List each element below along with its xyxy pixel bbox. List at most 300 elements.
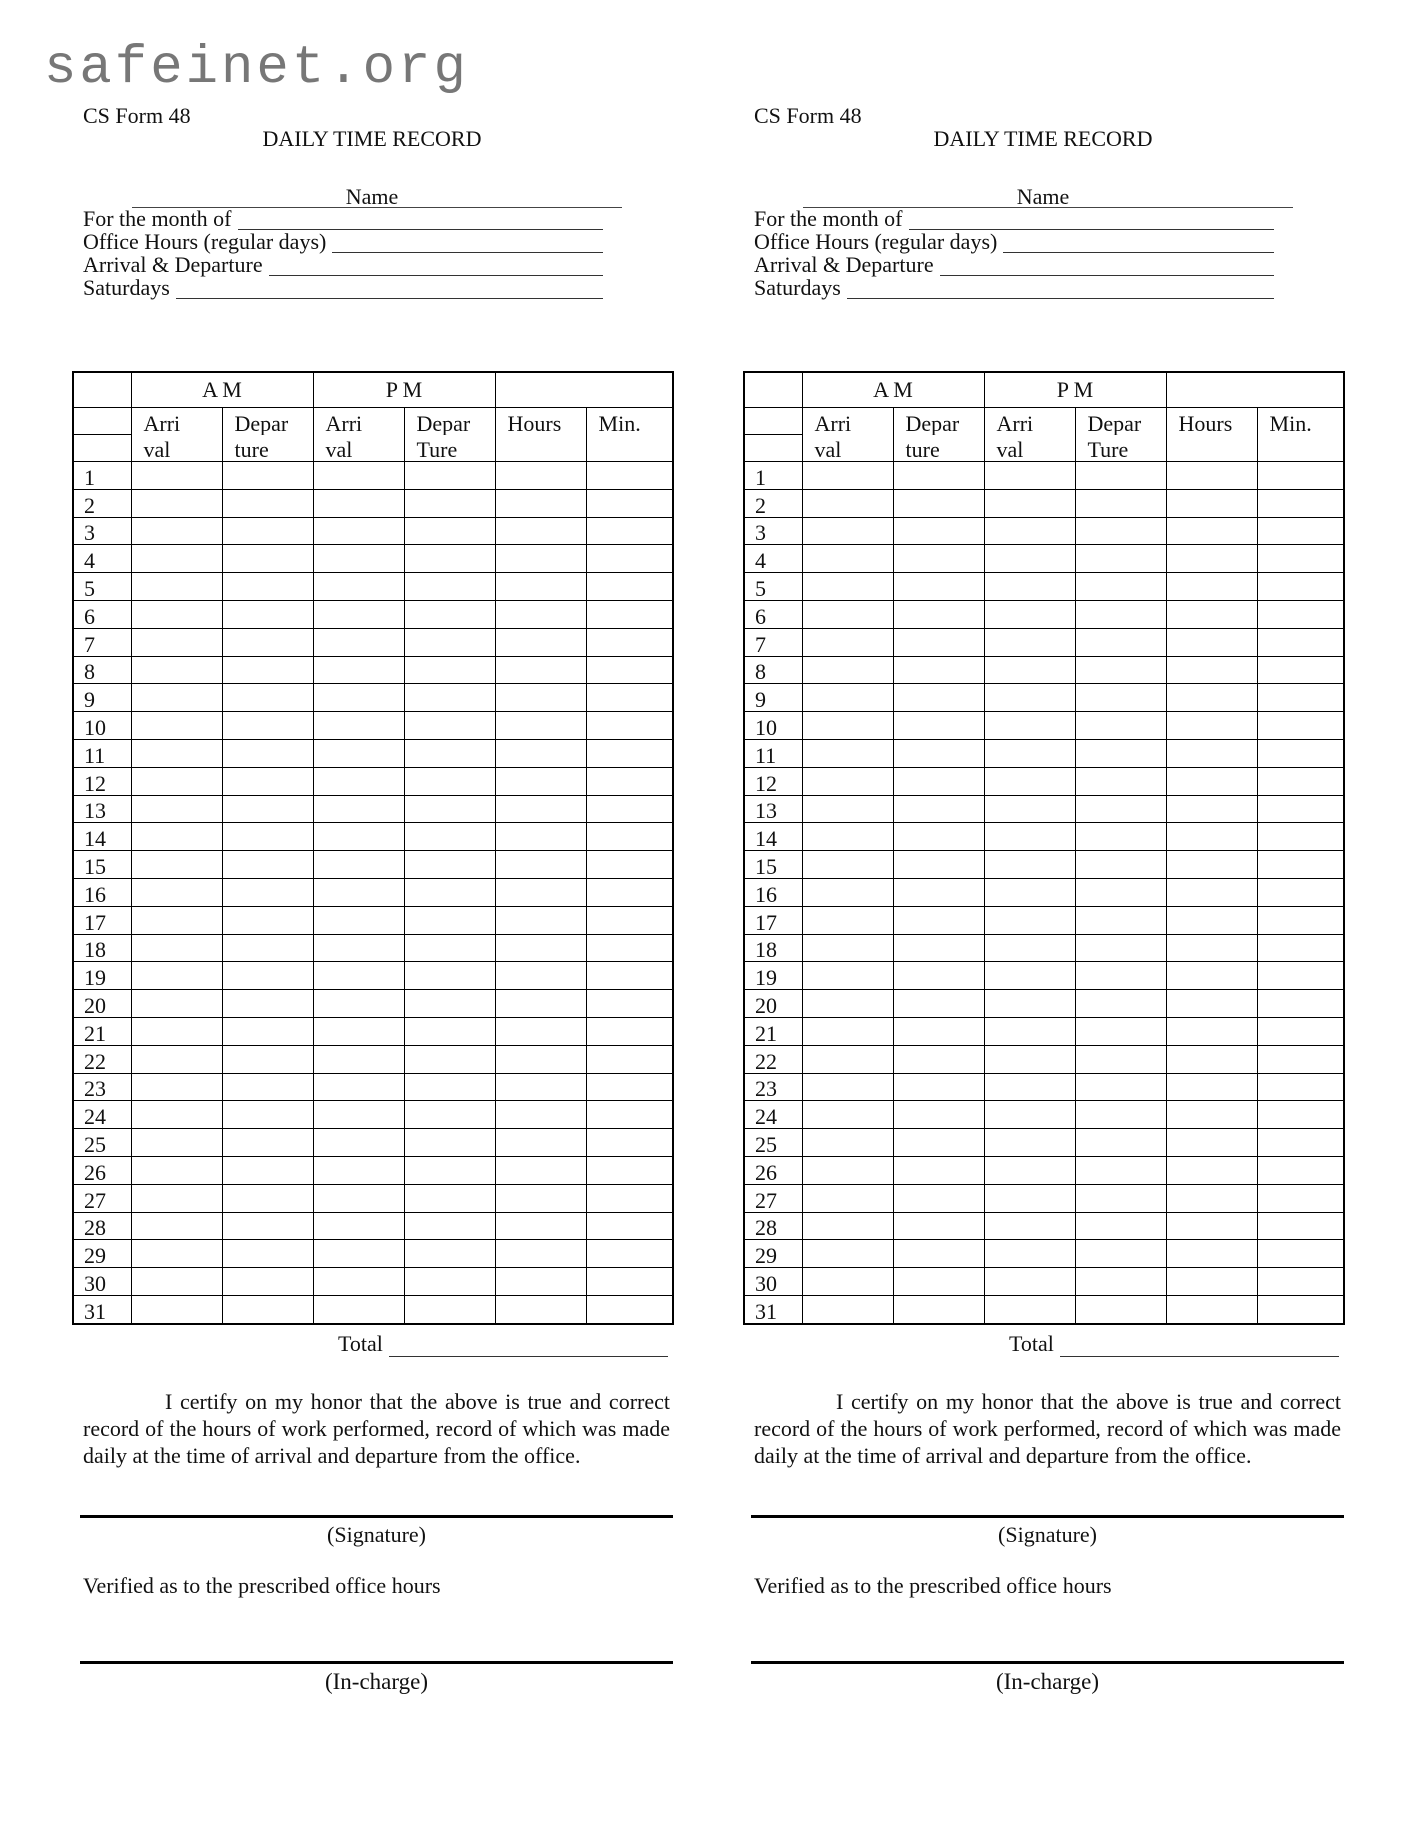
hours-cell[interactable] — [495, 851, 586, 879]
pm-arrival-cell[interactable] — [313, 878, 404, 906]
min-cell[interactable] — [1257, 573, 1344, 601]
hours-cell[interactable] — [495, 1045, 586, 1073]
min-cell[interactable] — [1257, 1129, 1344, 1157]
pm-departure-cell[interactable] — [404, 462, 495, 490]
pm-arrival-cell[interactable] — [313, 517, 404, 545]
am-departure-cell[interactable] — [222, 573, 313, 601]
pm-arrival-cell[interactable] — [313, 934, 404, 962]
am-arrival-cell[interactable] — [802, 545, 893, 573]
am-arrival-cell[interactable] — [131, 1045, 222, 1073]
hours-cell[interactable] — [1166, 739, 1257, 767]
am-departure-cell[interactable] — [893, 1101, 984, 1129]
pm-departure-cell[interactable] — [1075, 1212, 1166, 1240]
hours-cell[interactable] — [495, 600, 586, 628]
am-departure-cell[interactable] — [222, 1129, 313, 1157]
pm-arrival-cell[interactable] — [984, 1184, 1075, 1212]
pm-departure-cell[interactable] — [404, 517, 495, 545]
am-arrival-cell[interactable] — [802, 1184, 893, 1212]
pm-departure-cell[interactable] — [404, 878, 495, 906]
pm-arrival-cell[interactable] — [313, 462, 404, 490]
min-cell[interactable] — [1257, 739, 1344, 767]
am-departure-cell[interactable] — [222, 628, 313, 656]
pm-departure-cell[interactable] — [1075, 628, 1166, 656]
am-departure-cell[interactable] — [893, 684, 984, 712]
am-arrival-cell[interactable] — [131, 962, 222, 990]
min-cell[interactable] — [586, 573, 673, 601]
pm-arrival-cell[interactable] — [984, 795, 1075, 823]
am-departure-cell[interactable] — [893, 573, 984, 601]
am-departure-cell[interactable] — [893, 906, 984, 934]
pm-departure-cell[interactable] — [404, 795, 495, 823]
am-departure-cell[interactable] — [893, 628, 984, 656]
min-cell[interactable] — [1257, 1268, 1344, 1296]
am-arrival-cell[interactable] — [802, 628, 893, 656]
am-departure-cell[interactable] — [222, 878, 313, 906]
min-cell[interactable] — [586, 1240, 673, 1268]
min-cell[interactable] — [1257, 628, 1344, 656]
in-charge-line[interactable] — [80, 1661, 673, 1664]
pm-arrival-cell[interactable] — [984, 462, 1075, 490]
pm-arrival-cell[interactable] — [984, 962, 1075, 990]
hours-cell[interactable] — [495, 489, 586, 517]
saturdays-field[interactable] — [754, 277, 1274, 299]
pm-arrival-cell[interactable] — [313, 851, 404, 879]
hours-cell[interactable] — [495, 1073, 586, 1101]
am-arrival-cell[interactable] — [131, 1156, 222, 1184]
am-arrival-cell[interactable] — [802, 1212, 893, 1240]
pm-departure-cell[interactable] — [1075, 990, 1166, 1018]
am-arrival-cell[interactable] — [131, 656, 222, 684]
am-departure-cell[interactable] — [893, 1184, 984, 1212]
pm-arrival-cell[interactable] — [984, 1129, 1075, 1157]
month-line[interactable] — [909, 209, 1275, 230]
hours-cell[interactable] — [1166, 545, 1257, 573]
pm-arrival-cell[interactable] — [984, 1240, 1075, 1268]
min-cell[interactable] — [1257, 1156, 1344, 1184]
min-cell[interactable] — [1257, 600, 1344, 628]
am-departure-cell[interactable] — [222, 990, 313, 1018]
hours-cell[interactable] — [495, 712, 586, 740]
min-cell[interactable] — [586, 990, 673, 1018]
min-cell[interactable] — [586, 1268, 673, 1296]
pm-departure-cell[interactable] — [1075, 739, 1166, 767]
pm-departure-cell[interactable] — [404, 1101, 495, 1129]
hours-cell[interactable] — [495, 1129, 586, 1157]
am-arrival-cell[interactable] — [802, 517, 893, 545]
pm-departure-cell[interactable] — [404, 628, 495, 656]
min-cell[interactable] — [586, 1156, 673, 1184]
hours-cell[interactable] — [495, 1156, 586, 1184]
am-arrival-cell[interactable] — [131, 878, 222, 906]
hours-cell[interactable] — [1166, 517, 1257, 545]
pm-departure-cell[interactable] — [1075, 1073, 1166, 1101]
am-arrival-cell[interactable] — [802, 656, 893, 684]
saturdays-line[interactable] — [847, 278, 1274, 299]
pm-departure-cell[interactable] — [404, 1268, 495, 1296]
min-cell[interactable] — [586, 545, 673, 573]
pm-arrival-cell[interactable] — [313, 767, 404, 795]
min-cell[interactable] — [1257, 1184, 1344, 1212]
pm-arrival-cell[interactable] — [984, 1295, 1075, 1323]
hours-cell[interactable] — [1166, 684, 1257, 712]
am-arrival-cell[interactable] — [131, 489, 222, 517]
hours-cell[interactable] — [495, 1240, 586, 1268]
pm-departure-cell[interactable] — [1075, 767, 1166, 795]
office-hours-line[interactable] — [332, 232, 603, 253]
min-cell[interactable] — [1257, 1045, 1344, 1073]
hours-cell[interactable] — [495, 1212, 586, 1240]
min-cell[interactable] — [586, 962, 673, 990]
pm-arrival-cell[interactable] — [313, 1268, 404, 1296]
pm-departure-cell[interactable] — [1075, 934, 1166, 962]
min-cell[interactable] — [1257, 962, 1344, 990]
am-arrival-cell[interactable] — [802, 795, 893, 823]
pm-departure-cell[interactable] — [1075, 489, 1166, 517]
hours-cell[interactable] — [495, 462, 586, 490]
am-arrival-cell[interactable] — [131, 1073, 222, 1101]
min-cell[interactable] — [1257, 517, 1344, 545]
am-departure-cell[interactable] — [222, 517, 313, 545]
min-cell[interactable] — [586, 934, 673, 962]
hours-cell[interactable] — [1166, 851, 1257, 879]
hours-cell[interactable] — [495, 628, 586, 656]
pm-departure-cell[interactable] — [404, 684, 495, 712]
hours-cell[interactable] — [1166, 1240, 1257, 1268]
pm-arrival-cell[interactable] — [313, 1045, 404, 1073]
pm-departure-cell[interactable] — [404, 1073, 495, 1101]
min-cell[interactable] — [586, 1073, 673, 1101]
am-arrival-cell[interactable] — [802, 1045, 893, 1073]
am-departure-cell[interactable] — [893, 851, 984, 879]
pm-arrival-cell[interactable] — [984, 628, 1075, 656]
min-cell[interactable] — [586, 712, 673, 740]
hours-cell[interactable] — [495, 878, 586, 906]
pm-departure-cell[interactable] — [1075, 1129, 1166, 1157]
pm-arrival-cell[interactable] — [313, 712, 404, 740]
hours-cell[interactable] — [1166, 1101, 1257, 1129]
am-arrival-cell[interactable] — [131, 573, 222, 601]
am-arrival-cell[interactable] — [131, 906, 222, 934]
am-arrival-cell[interactable] — [802, 739, 893, 767]
pm-arrival-cell[interactable] — [313, 739, 404, 767]
pm-arrival-cell[interactable] — [984, 851, 1075, 879]
pm-arrival-cell[interactable] — [984, 684, 1075, 712]
am-arrival-cell[interactable] — [802, 962, 893, 990]
am-departure-cell[interactable] — [893, 656, 984, 684]
am-arrival-cell[interactable] — [802, 906, 893, 934]
am-arrival-cell[interactable] — [131, 1184, 222, 1212]
am-departure-cell[interactable] — [222, 962, 313, 990]
am-departure-cell[interactable] — [893, 1212, 984, 1240]
am-arrival-cell[interactable] — [131, 1240, 222, 1268]
pm-departure-cell[interactable] — [1075, 851, 1166, 879]
am-arrival-cell[interactable] — [131, 767, 222, 795]
am-arrival-cell[interactable] — [131, 795, 222, 823]
am-departure-cell[interactable] — [893, 1017, 984, 1045]
am-arrival-cell[interactable] — [131, 851, 222, 879]
total-line[interactable] — [389, 1336, 668, 1357]
hours-cell[interactable] — [495, 545, 586, 573]
am-arrival-cell[interactable] — [131, 628, 222, 656]
hours-cell[interactable] — [495, 1268, 586, 1296]
am-arrival-cell[interactable] — [802, 684, 893, 712]
min-cell[interactable] — [1257, 990, 1344, 1018]
total-line[interactable] — [1060, 1336, 1339, 1357]
pm-departure-cell[interactable] — [1075, 1156, 1166, 1184]
am-arrival-cell[interactable] — [131, 712, 222, 740]
min-cell[interactable] — [1257, 1073, 1344, 1101]
am-arrival-cell[interactable] — [131, 1129, 222, 1157]
am-departure-cell[interactable] — [222, 1156, 313, 1184]
am-arrival-cell[interactable] — [131, 600, 222, 628]
hours-cell[interactable] — [495, 656, 586, 684]
pm-departure-cell[interactable] — [404, 1017, 495, 1045]
am-departure-cell[interactable] — [222, 1073, 313, 1101]
am-arrival-cell[interactable] — [131, 739, 222, 767]
month-line[interactable] — [238, 209, 604, 230]
pm-departure-cell[interactable] — [404, 1045, 495, 1073]
min-cell[interactable] — [1257, 545, 1344, 573]
min-cell[interactable] — [586, 767, 673, 795]
am-departure-cell[interactable] — [222, 795, 313, 823]
hours-cell[interactable] — [495, 739, 586, 767]
hours-cell[interactable] — [1166, 628, 1257, 656]
pm-departure-cell[interactable] — [404, 1295, 495, 1323]
pm-departure-cell[interactable] — [1075, 1017, 1166, 1045]
pm-departure-cell[interactable] — [404, 1240, 495, 1268]
min-cell[interactable] — [1257, 906, 1344, 934]
am-departure-cell[interactable] — [893, 934, 984, 962]
pm-arrival-cell[interactable] — [313, 1184, 404, 1212]
min-cell[interactable] — [586, 1212, 673, 1240]
am-arrival-cell[interactable] — [802, 462, 893, 490]
hours-cell[interactable] — [495, 823, 586, 851]
pm-arrival-cell[interactable] — [313, 1240, 404, 1268]
min-cell[interactable] — [1257, 656, 1344, 684]
am-departure-cell[interactable] — [222, 600, 313, 628]
am-arrival-cell[interactable] — [802, 1129, 893, 1157]
hours-cell[interactable] — [495, 990, 586, 1018]
arrival-departure-field[interactable] — [754, 254, 1274, 276]
am-departure-cell[interactable] — [893, 739, 984, 767]
pm-arrival-cell[interactable] — [984, 990, 1075, 1018]
am-arrival-cell[interactable] — [802, 934, 893, 962]
month-field[interactable] — [754, 208, 1274, 230]
am-departure-cell[interactable] — [222, 767, 313, 795]
am-departure-cell[interactable] — [222, 1268, 313, 1296]
min-cell[interactable] — [1257, 934, 1344, 962]
pm-departure-cell[interactable] — [404, 573, 495, 601]
pm-departure-cell[interactable] — [404, 990, 495, 1018]
in-charge-line[interactable] — [751, 1661, 1344, 1664]
am-arrival-cell[interactable] — [802, 1295, 893, 1323]
am-departure-cell[interactable] — [893, 489, 984, 517]
hours-cell[interactable] — [1166, 1295, 1257, 1323]
am-departure-cell[interactable] — [893, 1268, 984, 1296]
am-arrival-cell[interactable] — [131, 1017, 222, 1045]
pm-departure-cell[interactable] — [1075, 712, 1166, 740]
pm-arrival-cell[interactable] — [984, 712, 1075, 740]
hours-cell[interactable] — [1166, 1129, 1257, 1157]
pm-departure-cell[interactable] — [1075, 1184, 1166, 1212]
min-cell[interactable] — [586, 878, 673, 906]
hours-cell[interactable] — [1166, 962, 1257, 990]
pm-departure-cell[interactable] — [404, 934, 495, 962]
pm-arrival-cell[interactable] — [984, 934, 1075, 962]
min-cell[interactable] — [1257, 767, 1344, 795]
hours-cell[interactable] — [1166, 1268, 1257, 1296]
am-arrival-cell[interactable] — [131, 462, 222, 490]
saturdays-line[interactable] — [176, 278, 603, 299]
pm-departure-cell[interactable] — [1075, 656, 1166, 684]
pm-departure-cell[interactable] — [404, 906, 495, 934]
pm-departure-cell[interactable] — [1075, 1101, 1166, 1129]
am-departure-cell[interactable] — [893, 1073, 984, 1101]
min-cell[interactable] — [586, 739, 673, 767]
am-departure-cell[interactable] — [893, 878, 984, 906]
am-departure-cell[interactable] — [893, 712, 984, 740]
pm-departure-cell[interactable] — [1075, 878, 1166, 906]
min-cell[interactable] — [586, 1295, 673, 1323]
am-arrival-cell[interactable] — [131, 1268, 222, 1296]
min-cell[interactable] — [1257, 462, 1344, 490]
pm-departure-cell[interactable] — [404, 851, 495, 879]
pm-arrival-cell[interactable] — [984, 656, 1075, 684]
am-arrival-cell[interactable] — [802, 1101, 893, 1129]
am-departure-cell[interactable] — [222, 684, 313, 712]
hours-cell[interactable] — [1166, 1156, 1257, 1184]
min-cell[interactable] — [586, 656, 673, 684]
am-arrival-cell[interactable] — [802, 990, 893, 1018]
hours-cell[interactable] — [1166, 1045, 1257, 1073]
min-cell[interactable] — [586, 684, 673, 712]
pm-arrival-cell[interactable] — [313, 1073, 404, 1101]
am-departure-cell[interactable] — [893, 517, 984, 545]
pm-departure-cell[interactable] — [1075, 906, 1166, 934]
min-cell[interactable] — [1257, 823, 1344, 851]
min-cell[interactable] — [1257, 1101, 1344, 1129]
am-departure-cell[interactable] — [222, 851, 313, 879]
hours-cell[interactable] — [1166, 462, 1257, 490]
signature-line[interactable] — [80, 1515, 673, 1518]
am-departure-cell[interactable] — [222, 656, 313, 684]
min-cell[interactable] — [586, 517, 673, 545]
am-arrival-cell[interactable] — [802, 851, 893, 879]
min-cell[interactable] — [586, 823, 673, 851]
am-arrival-cell[interactable] — [131, 517, 222, 545]
min-cell[interactable] — [1257, 712, 1344, 740]
am-arrival-cell[interactable] — [802, 712, 893, 740]
min-cell[interactable] — [586, 489, 673, 517]
pm-arrival-cell[interactable] — [984, 1101, 1075, 1129]
pm-departure-cell[interactable] — [404, 600, 495, 628]
am-departure-cell[interactable] — [893, 1156, 984, 1184]
am-arrival-cell[interactable] — [802, 823, 893, 851]
am-departure-cell[interactable] — [893, 990, 984, 1018]
min-cell[interactable] — [586, 1129, 673, 1157]
hours-cell[interactable] — [495, 573, 586, 601]
arrival-departure-line[interactable] — [940, 255, 1274, 276]
am-arrival-cell[interactable] — [802, 1073, 893, 1101]
total-field[interactable] — [1009, 1331, 1339, 1357]
min-cell[interactable] — [586, 795, 673, 823]
pm-arrival-cell[interactable] — [984, 517, 1075, 545]
pm-departure-cell[interactable] — [404, 1156, 495, 1184]
min-cell[interactable] — [1257, 1240, 1344, 1268]
min-cell[interactable] — [586, 1184, 673, 1212]
pm-departure-cell[interactable] — [404, 656, 495, 684]
min-cell[interactable] — [1257, 1017, 1344, 1045]
pm-arrival-cell[interactable] — [984, 906, 1075, 934]
month-field[interactable] — [83, 208, 603, 230]
hours-cell[interactable] — [495, 1184, 586, 1212]
total-field[interactable] — [338, 1331, 668, 1357]
hours-cell[interactable] — [1166, 489, 1257, 517]
am-departure-cell[interactable] — [893, 823, 984, 851]
pm-departure-cell[interactable] — [1075, 823, 1166, 851]
pm-arrival-cell[interactable] — [984, 878, 1075, 906]
pm-arrival-cell[interactable] — [313, 1212, 404, 1240]
am-departure-cell[interactable] — [222, 489, 313, 517]
hours-cell[interactable] — [495, 906, 586, 934]
pm-arrival-cell[interactable] — [313, 545, 404, 573]
am-departure-cell[interactable] — [222, 1240, 313, 1268]
am-arrival-cell[interactable] — [802, 489, 893, 517]
min-cell[interactable] — [1257, 851, 1344, 879]
hours-cell[interactable] — [1166, 1073, 1257, 1101]
pm-departure-cell[interactable] — [404, 823, 495, 851]
am-departure-cell[interactable] — [222, 823, 313, 851]
hours-cell[interactable] — [495, 934, 586, 962]
min-cell[interactable] — [1257, 795, 1344, 823]
pm-departure-cell[interactable] — [404, 739, 495, 767]
am-departure-cell[interactable] — [222, 1017, 313, 1045]
pm-arrival-cell[interactable] — [313, 1101, 404, 1129]
pm-departure-cell[interactable] — [1075, 1295, 1166, 1323]
pm-arrival-cell[interactable] — [984, 1017, 1075, 1045]
pm-departure-cell[interactable] — [404, 767, 495, 795]
am-arrival-cell[interactable] — [131, 545, 222, 573]
am-arrival-cell[interactable] — [131, 684, 222, 712]
am-departure-cell[interactable] — [893, 600, 984, 628]
am-arrival-cell[interactable] — [131, 990, 222, 1018]
pm-arrival-cell[interactable] — [984, 823, 1075, 851]
min-cell[interactable] — [586, 462, 673, 490]
pm-departure-cell[interactable] — [1075, 1045, 1166, 1073]
pm-arrival-cell[interactable] — [984, 1268, 1075, 1296]
hours-cell[interactable] — [1166, 990, 1257, 1018]
am-departure-cell[interactable] — [893, 1295, 984, 1323]
pm-departure-cell[interactable] — [404, 712, 495, 740]
pm-departure-cell[interactable] — [1075, 462, 1166, 490]
signature-line[interactable] — [751, 1515, 1344, 1518]
pm-departure-cell[interactable] — [404, 1184, 495, 1212]
min-cell[interactable] — [1257, 1212, 1344, 1240]
am-departure-cell[interactable] — [222, 1212, 313, 1240]
am-departure-cell[interactable] — [222, 934, 313, 962]
hours-cell[interactable] — [1166, 656, 1257, 684]
min-cell[interactable] — [1257, 489, 1344, 517]
pm-departure-cell[interactable] — [1075, 1268, 1166, 1296]
pm-arrival-cell[interactable] — [984, 739, 1075, 767]
hours-cell[interactable] — [1166, 1212, 1257, 1240]
am-departure-cell[interactable] — [222, 712, 313, 740]
pm-arrival-cell[interactable] — [313, 1017, 404, 1045]
min-cell[interactable] — [586, 851, 673, 879]
am-departure-cell[interactable] — [222, 1045, 313, 1073]
am-departure-cell[interactable] — [893, 795, 984, 823]
hours-cell[interactable] — [495, 1101, 586, 1129]
